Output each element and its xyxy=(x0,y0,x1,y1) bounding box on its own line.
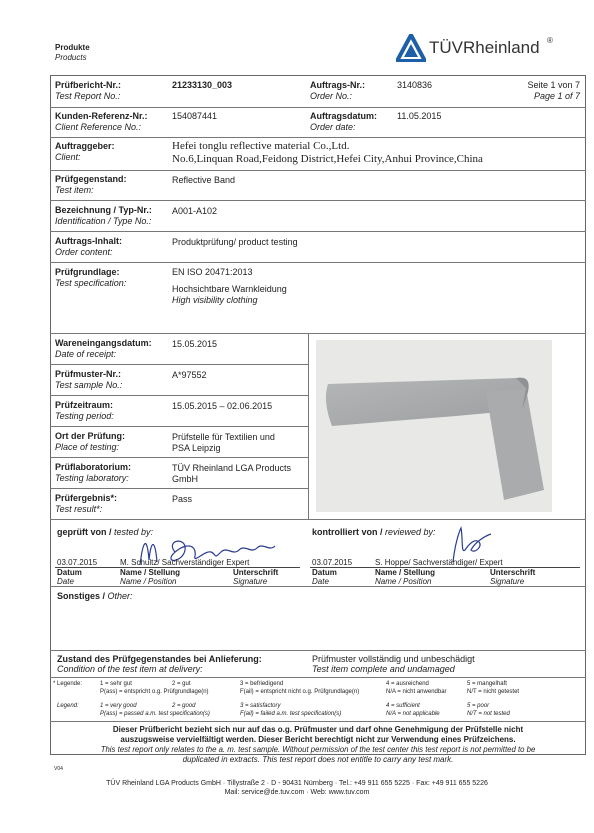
period-label-en: Testing period: xyxy=(55,411,114,421)
legend-de-na: N/A = nicht anwendbar xyxy=(386,689,447,695)
disclaimer-en-2: duplicated in extracts. This test report does not entitle to carry any test mark. xyxy=(182,755,454,764)
sample-value: A*97552 xyxy=(172,370,207,380)
legend-de-nt: N/T = nicht getestet xyxy=(467,689,520,695)
order-date-label: Auftragsdatum: xyxy=(310,111,377,121)
order-content-label: Auftrags-Inhalt: xyxy=(55,236,122,246)
footer-address: TÜV Rheinland LGA Products GmbH · Tillystraße 2 · D - 90431 Nürnberg · Tel.: +49 911 655 5225 · Fax: +49 911 655 5226 xyxy=(106,780,488,787)
period-label: Prüfzeitraum: xyxy=(55,400,114,410)
col-signature: Unterschrift xyxy=(233,568,279,577)
receipt-label: Wareneingangsdatum: xyxy=(55,338,152,348)
identification-label-en: Identification / Type No.: xyxy=(55,216,152,226)
lab-value-1: TÜV Rheinland LGA Products xyxy=(172,463,292,473)
place-value-2: PSA Leipzig xyxy=(172,443,221,453)
col-signature-en: Signature xyxy=(233,577,268,586)
brand-name: TÜVRheinland xyxy=(429,38,540,57)
legend-label-en: Legend: xyxy=(57,703,79,709)
test-item-label-en: Test item: xyxy=(55,185,94,195)
result-value: Pass xyxy=(172,494,193,504)
legend-de-4: 4 = ausreichend xyxy=(386,681,429,687)
order-no-label-en: Order No.: xyxy=(310,91,353,101)
test-spec-label-en: Test specification: xyxy=(55,278,127,288)
sample-label: Prüfmuster-Nr.: xyxy=(55,369,122,379)
result-label-en: Test result*: xyxy=(55,504,103,514)
condition-value: Prüfmuster vollständig und unbeschädigt xyxy=(312,654,475,664)
legend-en-4: 4 = sufficient xyxy=(386,703,420,709)
legend-de-3: 3 = befriedigend xyxy=(240,681,284,687)
result-label: Prüfergebnis*: xyxy=(55,493,118,503)
order-date-label-en: Order date: xyxy=(310,122,356,132)
reviewed-by-label: kontrolliert von / reviewed by: xyxy=(312,527,436,537)
page-number-en: Page 1 of 7 xyxy=(533,91,580,101)
col-name: Name / Stellung xyxy=(120,568,181,577)
legend-de-2: 2 = gut xyxy=(172,681,191,687)
order-content-label-en: Order content: xyxy=(55,247,113,257)
legend-label: * Legende: xyxy=(53,681,83,687)
test-spec-standard: EN ISO 20471:2013 xyxy=(172,267,253,277)
disclaimer-de-2: auszugsweise vervielfältigt werden. Dieser Bericht berechtigt nicht zur Verwendung eines Prüfzeichens. xyxy=(120,735,516,744)
place-value-1: Prüfstelle für Textilien und xyxy=(172,432,275,442)
col-name-2-en: Name / Position xyxy=(375,577,432,586)
col-signature-2: Unterschrift xyxy=(490,568,536,577)
order-no: 3140836 xyxy=(397,80,433,90)
legend-en-3: 3 = satisfactory xyxy=(240,703,281,709)
place-label: Ort der Prüfung: xyxy=(55,431,125,441)
disclaimer-de-1: Dieser Prüfbericht bezieht sich nur auf das o.g. Prüfmuster und darf ohne Genehmigung der Prüfstelle nicht xyxy=(112,725,524,734)
col-date: Datum xyxy=(57,568,82,577)
sample-photo xyxy=(316,340,552,512)
col-date-en: Date xyxy=(57,577,74,586)
receipt-value: 15.05.2015 xyxy=(172,339,218,349)
client-ref: 154087441 xyxy=(172,111,218,121)
test-item-label: Prüfgegenstand: xyxy=(55,174,127,184)
header-products: Products xyxy=(55,53,87,62)
reviewed-name: S. Hoppe/ Sachverständiger/ Expert xyxy=(375,558,503,567)
legend-en-5: 5 = poor xyxy=(467,703,490,709)
order-content-value: Produktprüfung/ product testing xyxy=(172,237,298,247)
report-no-label-en: Test Report No.: xyxy=(55,91,121,101)
lab-label-en: Testing laboratory: xyxy=(55,473,129,483)
col-date-2: Datum xyxy=(312,568,337,577)
identification-value: A001-A102 xyxy=(172,206,218,216)
client-label-en: Client: xyxy=(55,152,81,162)
client-label: Auftraggeber: xyxy=(55,141,115,151)
legend-en-pass: P(ass) = passed a.m. test specification(s) xyxy=(100,711,210,717)
legend-de-5: 5 = mangelhaft xyxy=(467,681,507,687)
legend-en-fail: F(ail) = failed a.m. test specification(s) xyxy=(240,711,342,717)
legend-en-2: 2 = good xyxy=(172,703,196,709)
identification-label: Bezeichnung / Typ-Nr.: xyxy=(55,205,152,215)
legend-de-fail: F(ail) = entspricht nicht o.g. Prüfgrundlage(n) xyxy=(240,689,360,695)
lab-value-2: GmbH xyxy=(172,474,199,484)
col-date-2-en: Date xyxy=(312,577,329,586)
legend-en-1: 1 = very good xyxy=(100,703,137,709)
col-signature-2-en: Signature xyxy=(490,577,525,586)
disclaimer-en-1: This test report only relates to the a. m. test sample. Without permission of the test center this test report is not permitted to be xyxy=(100,745,536,754)
legend-en-na: N/A = not applicable xyxy=(386,711,440,717)
test-spec-label: Prüfgrundlage: xyxy=(55,267,120,277)
brand-reg: ® xyxy=(547,36,553,45)
form-code: V04 xyxy=(54,766,63,772)
page-number: Seite 1 von 7 xyxy=(527,80,580,90)
test-item-value: Reflective Band xyxy=(172,175,236,185)
tested-name: M. Schultz/ Sachverständiger Expert xyxy=(120,558,250,567)
place-label-en: Place of testing: xyxy=(55,442,120,452)
condition-label-en: Condition of the test item at delivery: xyxy=(57,664,203,674)
col-name-2: Name / Stellung xyxy=(375,568,436,577)
tested-by-label: geprüft von / tested by: xyxy=(57,527,154,537)
order-no-label: Auftrags-Nr.: xyxy=(310,80,366,90)
client-name: Hefei tonglu reflective material Co.,Ltd. xyxy=(172,140,350,152)
sample-label-en: Test sample No.: xyxy=(55,380,123,390)
tuv-logo xyxy=(396,34,586,62)
receipt-label-en: Date of receipt: xyxy=(55,349,117,359)
footer-contact: Mail: service@de.tuv.com · Web: www.tuv.com xyxy=(224,789,370,796)
tested-date: 03.07.2015 xyxy=(57,558,98,567)
tuv-triangle-icon xyxy=(396,34,426,62)
order-date: 11.05.2015 xyxy=(397,111,442,121)
reflective-band-image xyxy=(316,340,552,512)
reviewed-date: 03.07.2015 xyxy=(312,558,353,567)
header-produkte: Produkte xyxy=(55,43,90,52)
report-no-label: Prüfbericht-Nr.: xyxy=(55,80,122,90)
client-address: No.6,Linquan Road,Feidong District,Hefei City,Anhui Province,China xyxy=(172,153,483,165)
client-ref-label: Kunden-Referenz-Nr.: xyxy=(55,111,148,121)
report-no: 21233130_003 xyxy=(172,80,233,90)
test-spec-desc-en: High visibility clothing xyxy=(172,295,258,305)
condition-label: Zustand des Prüfgegenstandes bei Anlieferung: xyxy=(57,654,262,664)
lab-label: Prüflaboratorium: xyxy=(55,462,132,472)
condition-value-en: Test item complete and undamaged xyxy=(312,664,455,674)
col-name-en: Name / Position xyxy=(120,577,177,586)
test-spec-desc-de: Hochsichtbare Warnkleidung xyxy=(172,284,287,294)
legend-de-pass: P(ass) = entspricht o.g. Prüfgrundlage(n) xyxy=(100,689,209,695)
other-label: Sonstiges / Other: xyxy=(57,591,133,601)
client-ref-label-en: Client Reference No.: xyxy=(55,122,142,132)
legend-en-nt: N/T = not tested xyxy=(467,711,510,717)
period-value: 15.05.2015 – 02.06.2015 xyxy=(172,401,273,411)
legend-de-1: 1 = sehr gut xyxy=(100,681,132,687)
